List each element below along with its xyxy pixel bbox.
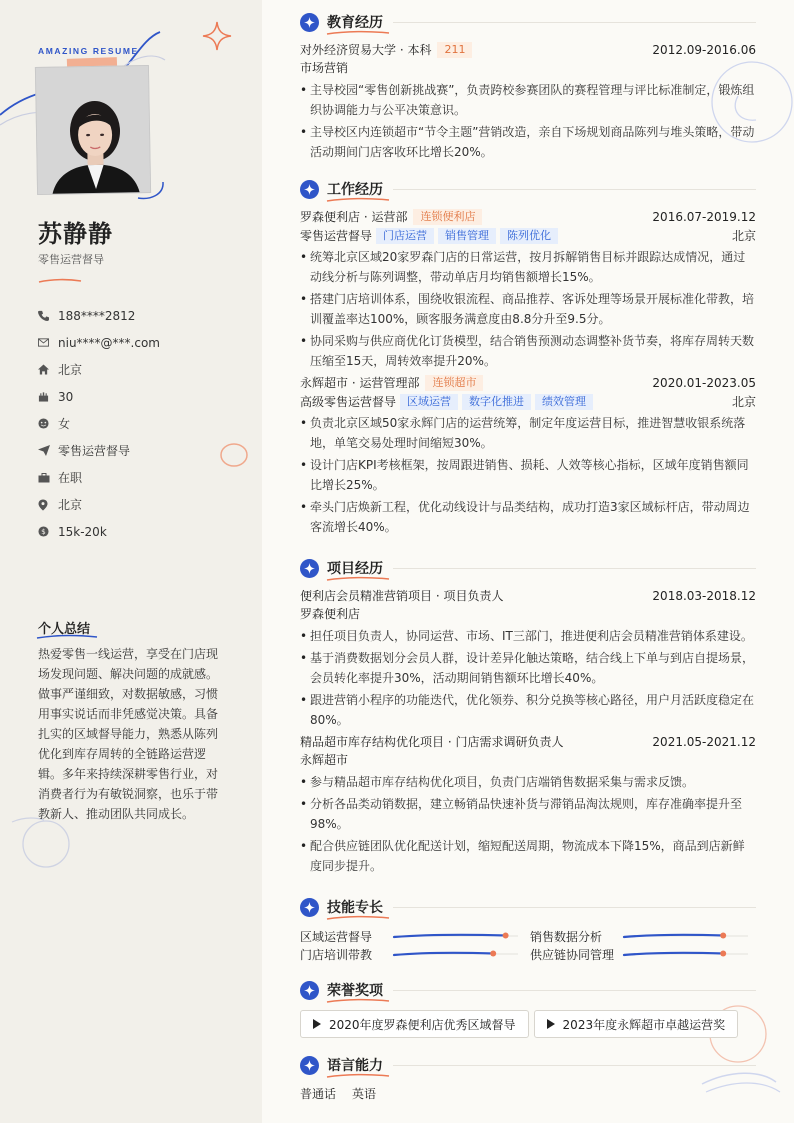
section-divider (393, 568, 756, 569)
award-item (300, 1010, 529, 1038)
skill-bar-fill (624, 953, 723, 955)
section-title: 教育经历 (327, 15, 383, 31)
skill-name: 门店培训带教 (300, 947, 373, 962)
summary-text: 热爱零售一线运营，享受在门店现场发现问题、解决问题的成就感。做事严谨细致，对数据敏感，习惯用事实说话而非凭感觉决策。具备扎实的区域督导能力，熟悉从陈列优化到库存周转的全链路运营逻辑。多年来持续深耕零售行业，对消费者行为有敏锐洞察，也乐于带教新人、推动团队共同成长。 (38, 647, 219, 821)
skill-level-bar (392, 949, 520, 959)
home-icon (38, 364, 58, 375)
contact-target-role (38, 437, 160, 464)
education-section (300, 10, 756, 164)
title-underline (38, 278, 82, 284)
age: 30 (58, 389, 74, 404)
skill-bar-marker (720, 951, 726, 957)
watermark-text: AMAZING RESUME (38, 46, 139, 56)
star-icon (300, 981, 319, 1000)
skill-level-bar (622, 931, 750, 941)
skills-section (300, 895, 756, 963)
project-name: 便利店会员精准营销项目 · 项目负责人 (300, 589, 504, 603)
job-date: 2016.07-2019.12 (652, 209, 756, 224)
sidebar (0, 0, 262, 1123)
avatar (35, 65, 151, 195)
skill-level-bar (392, 931, 520, 941)
briefcase-icon (38, 473, 58, 483)
skill-bar-fill (394, 953, 493, 955)
section-title: 语言能力 (327, 1058, 383, 1074)
candidate-name: 苏静静 (38, 220, 113, 248)
skill-tag: 门店运营 (376, 228, 434, 244)
contact-email (38, 329, 160, 356)
summary-underline (36, 634, 98, 640)
skills-grid (300, 927, 756, 963)
section-underline (326, 576, 390, 582)
sparkle-icon (202, 21, 232, 51)
contact-age (38, 383, 160, 410)
award-label: 2023年度永辉超市卓越运营奖 (562, 1017, 726, 1032)
section-divider (393, 990, 756, 991)
skill-level-bar (622, 949, 750, 959)
star-icon (300, 180, 319, 199)
svg-text:$: $ (41, 526, 46, 536)
section-underline (326, 998, 390, 1004)
job-city: 北京 (731, 395, 756, 409)
work-section (300, 177, 756, 539)
bullet-item: • 跟进营销小程序的功能迭代，优化领券、积分兑换等核心路径，用户月活跃度稳定在80%。 (300, 690, 756, 730)
section-divider (393, 22, 756, 23)
salary-icon (38, 526, 58, 537)
expected-salary: 15k-20k (58, 524, 107, 539)
section-title: 工作经历 (327, 182, 383, 198)
contact-status (38, 464, 160, 491)
skill-item (530, 927, 756, 945)
email-address: niu****@***.com (58, 335, 160, 350)
bullet-item: • 基于消费数据划分会员人群，设计差异化触达策略，结合线上下单与到店自提场景，会员转化率提升30%，活动期间销售额环比增长40%。 (300, 648, 756, 688)
bullet-item: • 统筹北京区域20家罗森门店的日常运营，按月拆解销售目标并跟踪达成情况，通过动线分析与陈列调整，带动单店月均销售额增长15%。 (300, 247, 756, 287)
skill-item (300, 945, 530, 963)
phone-icon (38, 310, 58, 321)
award-item (534, 1010, 739, 1038)
company-tag: 连锁超市 (425, 375, 483, 391)
company-name: 永辉超市 · 运营管理部 (300, 376, 420, 390)
awards-section (300, 978, 756, 1038)
contact-location (38, 491, 160, 518)
play-icon (547, 1019, 555, 1029)
star-icon (300, 559, 319, 578)
languages-section (300, 1053, 756, 1102)
skill-name: 供应链协同管理 (530, 947, 615, 962)
skill-bar-marker (720, 933, 726, 939)
education-bullets (300, 80, 756, 162)
contact-gender (38, 410, 160, 437)
section-underline (326, 30, 390, 36)
contact-list (38, 302, 160, 545)
cake-icon (38, 391, 58, 402)
job-date: 2020.01-2023.05 (652, 375, 756, 390)
section-divider (393, 907, 756, 908)
bullet-item: • 牵头门店焕新工程，优化动线设计与品类结构，成功打造3家区域标杆店，带动周边客流增长40%。 (300, 497, 756, 537)
gender: 女 (58, 417, 71, 431)
education-date: 2012.09-2016.06 (652, 42, 756, 57)
projects-section (300, 556, 756, 878)
skill-item (300, 927, 530, 945)
skill-tag: 绩效管理 (535, 394, 593, 410)
work-location: 北京 (58, 498, 83, 512)
skill-bar-fill (394, 935, 506, 937)
language-item: 普通话 (300, 1087, 337, 1101)
summary-heading: 个人总结 (38, 622, 91, 637)
skill-bar-marker (503, 933, 509, 939)
bullet-item: • 参与精品超市库存结构优化项目，负责门店端销售数据采集与需求反馈。 (300, 772, 756, 792)
school-name: 对外经济贸易大学 · 本科 (300, 43, 432, 57)
school-badge: 211 (437, 42, 472, 58)
project-org: 罗森便利店 (300, 607, 361, 621)
award-label: 2020年度罗森便利店优秀区域督导 (329, 1017, 516, 1032)
project-bullets (300, 772, 756, 876)
section-title: 项目经历 (327, 561, 383, 577)
target-role: 零售运营督导 (58, 444, 131, 458)
company-name: 罗森便利店 · 运营部 (300, 210, 408, 224)
skill-item (530, 945, 756, 963)
bullet-item: • 负责北京区域50家永辉门店的运营统筹，制定年度运营目标，推进智慧收银系统落地，单笔交易处理时间缩短30%。 (300, 413, 756, 453)
mail-icon (38, 338, 58, 347)
location-icon (38, 499, 58, 511)
job-city: 北京 (731, 229, 756, 243)
section-divider (393, 1065, 756, 1066)
skill-name: 区域运营督导 (300, 929, 373, 944)
bullet-item: • 协同采购与供应商优化订货模型，结合销售预测动态调整补货节奏，将库存周转天数压缩至15天，周转效率提升20%。 (300, 331, 756, 371)
language-item: 英语 (352, 1087, 377, 1101)
send-icon (38, 445, 58, 456)
skill-tag: 销售管理 (438, 228, 496, 244)
bullet-item: • 搭建门店培训体系，围绕收银流程、商品推荐、客诉处理等场景开展标准化带教，培训覆盖率达100%，顾客服务满意度由8.8分升至9.5分。 (300, 289, 756, 329)
section-title: 技能专长 (327, 900, 383, 916)
section-underline (326, 1073, 390, 1079)
job-role: 零售运营督导 (300, 229, 373, 243)
skill-tag: 区域运营 (400, 394, 458, 410)
candidate-title: 零售运营督导 (38, 253, 104, 266)
job-bullets (300, 413, 756, 537)
job-role: 高级零售运营督导 (300, 395, 397, 409)
project-name: 精品超市库存结构优化项目 · 门店需求调研负责人 (300, 735, 564, 749)
bullet-item: • 主导校园“零售创新挑战赛”，负责跨校参赛团队的赛程管理与评比标准制定，锻炼组织协调能力与公平决策意识。 (300, 80, 756, 120)
job-status: 在职 (58, 471, 83, 485)
project-date: 2018.03-2018.12 (652, 588, 756, 603)
contact-phone (38, 302, 160, 329)
skill-name: 销售数据分析 (530, 929, 603, 944)
major: 市场营销 (300, 61, 349, 75)
circle-decoration (218, 440, 250, 470)
star-icon (300, 1056, 319, 1075)
bullet-item: • 配合供应链团队优化配送计划，缩短配送周期，物流成本下降15%，商品到店新鲜度同步提升。 (300, 836, 756, 876)
section-title: 荣誉奖项 (327, 983, 383, 999)
gender-icon (38, 418, 58, 429)
project-bullets (300, 626, 756, 730)
play-icon (313, 1019, 321, 1029)
star-icon (300, 13, 319, 32)
section-underline (326, 197, 390, 203)
phone-number: 188****2812 (58, 308, 136, 323)
languages-list (300, 1085, 756, 1102)
section-divider (393, 189, 756, 190)
project-date: 2021.05-2021.12 (652, 734, 756, 749)
skill-bar-fill (624, 935, 723, 937)
skill-tag: 数字化推进 (462, 394, 531, 410)
hometown: 北京 (58, 363, 83, 377)
section-underline (326, 915, 390, 921)
bullet-item: • 设计门店KPI考核框架，按周跟进销售、损耗、人效等核心指标，区域年度销售额同比增长25%。 (300, 455, 756, 495)
awards-list (300, 1010, 756, 1038)
skill-bar-marker (490, 951, 496, 957)
bullet-item: • 主导校区内连锁超市“节令主题”营销改造，亲自下场规划商品陈列与堆头策略，带动活动期间门店客收环比增长20%。 (300, 122, 756, 162)
bullet-item: • 分析各品类动销数据，建立畅销品快速补货与滞销品淘汰规则，库存准确率提升至98%。 (300, 794, 756, 834)
company-tag: 连锁便利店 (413, 209, 482, 225)
contact-salary (38, 518, 160, 545)
star-icon (300, 898, 319, 917)
project-org: 永辉超市 (300, 753, 349, 767)
bullet-item: • 担任项目负责人，协同运营、市场、IT三部门，推进便利店会员精准营销体系建设。 (300, 626, 756, 646)
contact-home (38, 356, 160, 383)
skill-tag: 陈列优化 (500, 228, 558, 244)
job-bullets (300, 247, 756, 371)
